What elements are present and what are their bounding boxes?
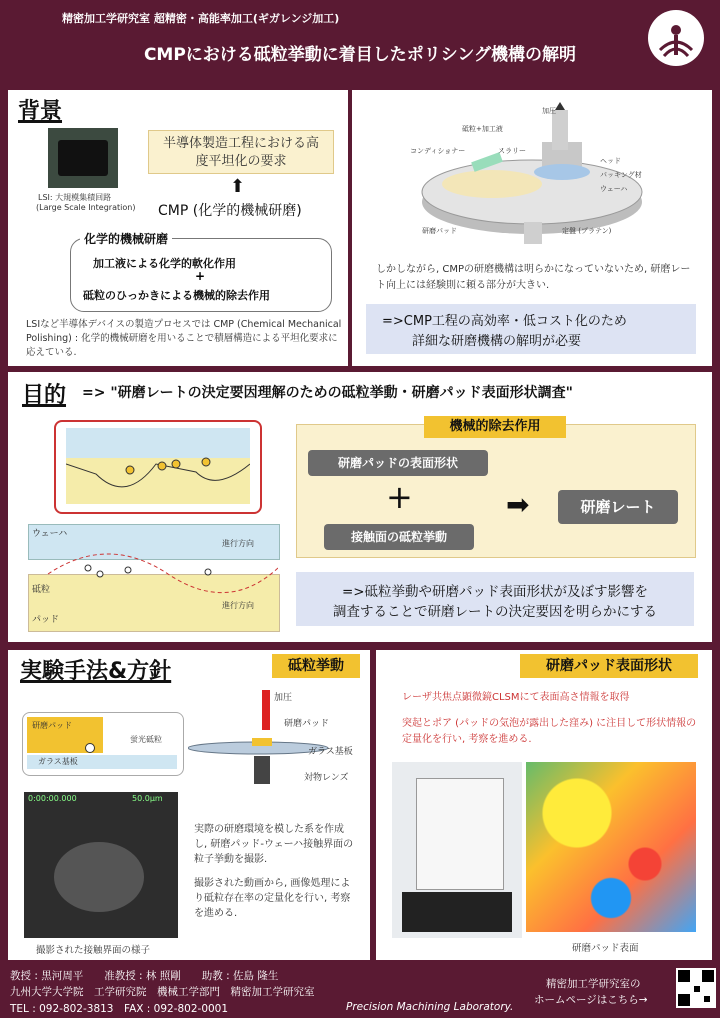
up-arrow-icon: ⬆ xyxy=(230,176,246,197)
diagram-label-wafer: ウェーハ xyxy=(32,529,68,539)
diagram-label-pressure: 加圧 xyxy=(542,107,556,115)
requirement-text: 半導体製造工程における高度平坦化の要求 xyxy=(162,136,319,169)
conclusion-box xyxy=(366,304,696,354)
setup-label-glass-small: ガラス基板 xyxy=(38,757,78,766)
setup-label-pressure: 加圧 xyxy=(274,693,293,703)
purpose-statement: => "研磨レートの決定要因理解のための砥粒挙動・研磨パッド表面形状調査" xyxy=(82,385,573,401)
background-heading: 背景 xyxy=(18,99,63,124)
diagram-label-slurry: スラリー xyxy=(498,147,526,155)
diagram-label-pad: 研磨パッド xyxy=(422,227,457,235)
diagram-label-wafer: ウェーハ xyxy=(600,185,628,193)
methods-heading: 実験手法&方針 xyxy=(20,659,172,684)
diagram-label-packing: パッキング材 xyxy=(600,171,642,179)
background-note: しかしながら, CMPの研磨機構は明らかになっていないため, 研磨レート向上には経験則に頼る部分が大きい. xyxy=(376,264,691,291)
background-right-panel xyxy=(352,90,712,366)
diagram-label-direction-top: 進行方向 xyxy=(222,539,254,548)
diagram-label-pad: パッド xyxy=(32,615,60,625)
plus-sign: + xyxy=(386,478,413,516)
chemical-mechanical-box xyxy=(70,238,332,312)
setup-label-lens: 対物レンズ xyxy=(304,773,349,783)
diagram-label-head: ヘッド xyxy=(600,157,621,165)
setup-label-pad-small: 研磨パッド xyxy=(32,721,72,730)
pad-description-1: レーザ共焦点顕微鏡CLSMにて表面高さ情報を取得 xyxy=(402,692,630,703)
university-logo xyxy=(648,10,704,66)
zoom-box xyxy=(54,420,262,514)
plus-sign: + xyxy=(195,269,206,283)
clsm-photo xyxy=(392,762,522,938)
pad-surface-heatmap xyxy=(526,762,696,932)
diagram-label-conditioner: コンディショナー xyxy=(410,147,466,155)
methods-left-panel xyxy=(8,650,370,960)
chem-mech-line1: 加工液による化学的軟化作用 xyxy=(93,257,236,270)
lsi-chip-image xyxy=(48,128,118,188)
background-left-panel xyxy=(8,90,348,366)
lsi-label: LSI: 大規模集積回路 xyxy=(38,193,112,202)
methods-right-panel xyxy=(376,650,712,960)
cmp-label: CMP (化学的機械研磨) xyxy=(158,203,302,219)
setup-label-fluorescent: 蛍光砥粒 xyxy=(130,735,162,744)
footer-contact: TEL : 092-802-3813 FAX : 092-802-0001 xyxy=(10,1003,229,1015)
video-scale: 50.0µm xyxy=(132,794,163,803)
pad-caption: 研磨パッド表面 xyxy=(572,943,639,954)
requirement-box xyxy=(148,130,334,174)
lsi-sublabel: (Large Scale Integration) xyxy=(36,203,136,212)
qr-code-icon[interactable] xyxy=(676,968,716,1008)
rate-label: 研磨レート xyxy=(558,490,678,524)
footer-homepage-2[interactable]: ホームページはこちら→ xyxy=(534,994,648,1006)
purpose-result-box xyxy=(296,572,694,626)
right-arrow-icon: ➡ xyxy=(506,488,530,521)
footer-affiliation: 九州大学大学院 工学研究院 機械工学部門 精密加工学研究室 xyxy=(10,986,315,998)
grain-behavior-label: 接触面の砥粒挙動 xyxy=(324,524,474,550)
pad-shape-tag: 研磨パッド表面形状 xyxy=(520,654,698,678)
footer-homepage-1[interactable]: 精密加工学研究室の xyxy=(546,978,641,990)
grain-description-1: 実際の研磨環境を模した系を作成し, 研磨パッド-ウェーハ接触界面の粒子挙動を撮影. xyxy=(194,824,354,865)
conclusion-line2: 詳細な研磨機構の解明が必要 xyxy=(412,334,582,349)
purpose-heading: 目的 xyxy=(22,383,67,408)
diagram-label-direction-bottom: 進行方向 xyxy=(222,601,254,610)
conclusion-line1: =>CMP工程の高効率・低コスト化のため xyxy=(382,314,627,329)
chem-mech-line2: 砥粒のひっかきによる機械的除去作用 xyxy=(83,289,270,302)
chem-mech-title: 化学的機械研磨 xyxy=(80,230,172,247)
contact-video-image xyxy=(24,792,178,938)
pad-shape-label: 研磨パッドの表面形状 xyxy=(308,450,488,476)
diagram-label-platen: 定盤 (プラテン) xyxy=(562,227,612,235)
setup-label-pad: 研磨パッド xyxy=(284,719,330,729)
result-line2: 調査することで研磨レートの決定要因を明らかにする xyxy=(333,604,657,620)
mechanical-removal-tag: 機械的除去作用 xyxy=(424,416,566,438)
background-description: LSIなど半導体デバイスの製造プロセスでは CMP (Chemical Mechanical Polishing) : 化学的機械研磨を用いることで積層構造による平坦化要求に応えている. xyxy=(26,319,342,358)
result-line1: =>砥粒挙動や研磨パッド表面形状が及ぼす影響を xyxy=(341,584,649,600)
setup-label-glass: ガラス基板 xyxy=(308,747,353,757)
footer-lab-name: Precision Machining Laboratory. xyxy=(346,1001,514,1013)
pad-description-2: 突起とポア (パッドの気泡が露出した窪み) に注目して形状情報の定量化を行い, 考察を進める. xyxy=(402,718,697,745)
grain-description-2: 撮影された動画から, 画像処理により砥粒存在率の定量化を行い, 考察を進める. xyxy=(194,878,351,919)
diagram-label-grain: 砥粒+加工液 xyxy=(462,125,503,133)
lab-subtitle: 精密加工学研究室 超精密・高能率加工(ギガレンジ加工) xyxy=(62,12,340,25)
poster-title: CMPにおける砥粒挙動に着目したポリシング機構の解明 xyxy=(143,45,577,65)
footer-staff: 教授 : 黒河周平 准教授 : 林 照剛 助教 : 佐島 隆生 xyxy=(10,970,279,982)
diagram-label-grain: 砥粒 xyxy=(32,585,51,595)
video-caption: 撮影された接触界面の様子 xyxy=(36,945,151,956)
video-timestamp: 0:00:00.000 xyxy=(28,794,77,803)
grain-behavior-tag: 砥粒挙動 xyxy=(272,654,360,678)
purpose-panel xyxy=(8,372,712,642)
